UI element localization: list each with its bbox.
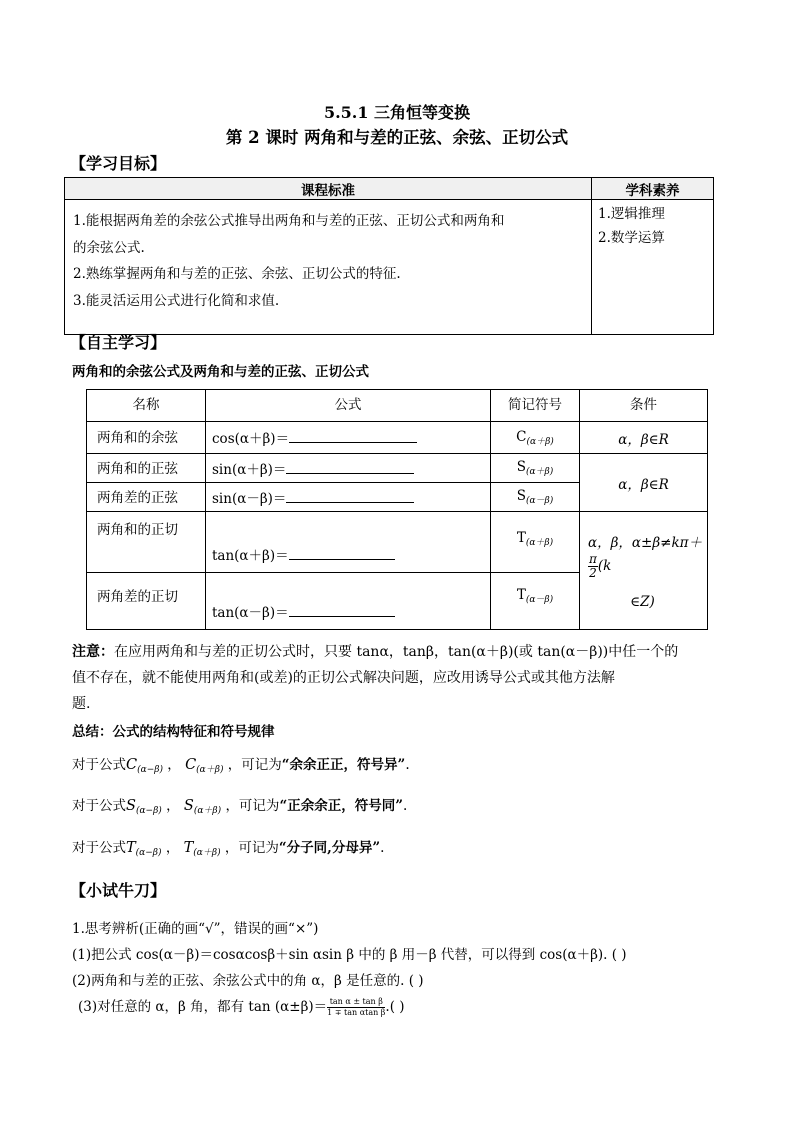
summary-label: 总结：公式的结构特征和符号规律 xyxy=(72,724,275,740)
formula-subscript: (α−β) xyxy=(135,848,162,858)
formula-subscript: (α＋β) xyxy=(196,765,224,775)
symbol-letter: T xyxy=(516,530,526,546)
formula-text: tan(α＋β)＝ xyxy=(212,548,289,564)
summary-item-3: 对于公式$T_{(\alpha-\beta)}$ ， $T_{(\alpha+\beta)}$ ，可记为“分子同,分母异”. xyxy=(72,840,385,858)
self-study-subtitle: 两角和的余弦公式及两角和与差的正弦、正切公式 xyxy=(72,364,369,380)
formula-symbol: C xyxy=(185,757,197,773)
symbol-letter: S xyxy=(516,488,526,504)
pi-num: π xyxy=(589,552,597,566)
summary-end: . xyxy=(405,757,410,773)
row-name-sin-sum: 两角和的正弦 xyxy=(87,454,206,483)
q3-text: (3)对任意的 α，β 角，都有 tan (α±β)＝ xyxy=(78,999,328,1015)
lesson-title: 第 2 课时 两角和与差的正弦、余弦、正切公式 xyxy=(225,128,569,147)
summary-end: . xyxy=(402,798,408,814)
summary-pre: 对于公式 xyxy=(72,840,126,856)
exercise-q1: (1)把公式 cos(α－β)＝cosαcosβ＋sin αsin β 中的 β 用－β 代替，可以得到 cos(α＋β). ( ) xyxy=(72,947,627,963)
summary-item-1: 对于公式$C_{(\alpha-\beta)}$ ， $C_{(\alpha+\beta)}$ ，可记为“余余正正，符号异”. xyxy=(72,757,410,775)
symbol-letter: S xyxy=(516,459,526,475)
formula-symbol: C xyxy=(126,757,138,773)
q3-denominator: 1 ∓ tan αtan β xyxy=(327,1008,386,1017)
q3-fraction xyxy=(327,997,385,1018)
condition-tan-z: ∈Z) xyxy=(630,594,655,610)
goal-line-4: 3.能灵活运用公式进行化简和求值. xyxy=(73,292,280,309)
literacy-1: 1.逻辑推理 xyxy=(598,206,665,222)
row-name-cos-sum: 两角和的余弦 xyxy=(87,422,206,454)
goal-line-1: 1.能根据两角差的余弦公式推导出两角和与差的正弦、正切公式和两角和 xyxy=(73,213,505,229)
condition-tan-text: α，β，α±β≠kπ＋ xyxy=(588,535,703,551)
row-symbol-tan-diff xyxy=(491,573,580,630)
answer-blank xyxy=(289,604,395,617)
row-name-tan-diff: 两角差的正切 xyxy=(87,573,206,630)
row-symbol-sin-diff xyxy=(491,483,580,512)
note-line-1: 在应用两角和与差的正切公式时，只要 tanα，tanβ，tan(α＋β)(或 tan(α－β))中任一个的 xyxy=(114,644,679,660)
lesson-number-title: 5.5.1 三角恒等变换 xyxy=(323,103,471,122)
formula-text: sin(α－β)＝ xyxy=(212,491,287,507)
formula-subscript: (α＋β) xyxy=(193,848,221,858)
row-symbol-tan-sum xyxy=(491,512,580,573)
goals-standard-cell xyxy=(65,200,592,335)
pi-den: 2 xyxy=(589,566,597,580)
formula-subscript: (α−β) xyxy=(137,765,163,775)
formula-symbol: S xyxy=(126,798,136,814)
row-formula-cos-sum xyxy=(206,422,491,454)
formula-symbol: T xyxy=(126,840,136,856)
note-line-2: 值不存在，就不能使用两角和(或差)的正切公式解决问题，应改用诱导公式或其他方法解 xyxy=(72,670,615,686)
goals-header-literacy: 学科素养 xyxy=(592,178,714,200)
answer-blank xyxy=(286,461,414,474)
self-study-heading: 【自主学习】 xyxy=(70,333,167,352)
summary-pre: 对于公式 xyxy=(72,757,126,773)
summary-mnemonic: “余余正正，符号异” xyxy=(281,757,406,773)
summary-mnemonic: “正余余正，符号同” xyxy=(279,798,403,814)
summary-mid: ，可记为 xyxy=(225,798,280,814)
goal-line-3: 2.熟练掌握两角和与差的正弦、余弦、正切公式的特征. xyxy=(73,266,401,282)
formula-table xyxy=(86,389,708,630)
summary-item-2: 对于公式$S_{(\alpha-\beta)}$ ， $S_{(\alpha+\beta)}$ ，可记为“正余余正，符号同”. xyxy=(72,798,408,816)
quick-test-heading: 【小试牛刀】 xyxy=(70,881,167,900)
answer-blank xyxy=(289,430,417,443)
summary-mnemonic: “分子同,分母异” xyxy=(278,840,381,856)
formula-text: cos(α＋β)＝ xyxy=(212,431,290,447)
exercise-q3 xyxy=(72,994,752,1020)
goals-header-standard: 课程标准 xyxy=(65,178,592,200)
pi-over-two xyxy=(588,553,598,580)
col-header-name: 名称 xyxy=(87,390,206,422)
note-label: 注意： xyxy=(72,644,114,660)
formula-text: tan(α－β)＝ xyxy=(212,605,289,621)
condition-tan-k: (k xyxy=(597,558,612,574)
summary-mid: ，可记为 xyxy=(224,840,279,856)
symbol-letter: T xyxy=(516,587,526,603)
row-name-tan-sum: 两角和的正切 xyxy=(87,512,206,573)
formula-subscript: (α＋β) xyxy=(193,806,222,816)
learning-goals-heading: 【学习目标】 xyxy=(70,154,167,173)
condition-tan xyxy=(580,512,708,630)
col-header-condition: 条件 xyxy=(580,390,708,422)
goal-line-2: 的余弦公式. xyxy=(73,239,145,256)
symbol-subscript: (α＋β) xyxy=(525,538,554,548)
q3-answer-paren: .( ) xyxy=(385,999,405,1015)
col-header-symbol: 简记符号 xyxy=(491,390,580,422)
row-formula-tan-diff xyxy=(206,573,491,630)
row-name-sin-diff: 两角差的正弦 xyxy=(87,483,206,512)
formula-symbol: S xyxy=(183,798,194,814)
condition-sin: α，β∈R xyxy=(580,454,708,512)
note-line-3: 题. xyxy=(72,696,91,712)
formula-symbol: T xyxy=(183,840,194,856)
symbol-subscript: (α＋β) xyxy=(526,436,554,447)
exercise-block xyxy=(72,916,752,1020)
answer-blank xyxy=(286,490,414,503)
symbol-subscript: (α－β) xyxy=(525,595,554,605)
col-header-formula: 公式 xyxy=(206,390,491,422)
goals-literacy-cell xyxy=(592,200,714,335)
row-formula-sin-sum xyxy=(206,454,491,483)
formula-text: sin(α＋β)＝ xyxy=(212,462,287,478)
row-symbol-cos-sum xyxy=(491,422,580,454)
answer-blank xyxy=(289,547,395,560)
condition-cos: α，β∈R xyxy=(580,422,708,454)
row-formula-sin-diff xyxy=(206,483,491,512)
row-formula-tan-sum xyxy=(206,512,491,573)
summary-pre: 对于公式 xyxy=(72,798,126,814)
symbol-letter: C xyxy=(516,428,527,445)
exercise-q2: (2)两角和与差的正弦、余弦公式中的角 α，β 是任意的. ( ) xyxy=(72,973,424,989)
exercise-intro: 1.思考辨析(正确的画“√”，错误的画“×”) xyxy=(72,921,319,937)
literacy-2: 2.数学运算 xyxy=(598,230,665,246)
symbol-subscript: (α－β) xyxy=(525,496,554,506)
formula-subscript: (α−β) xyxy=(135,806,162,816)
note-block xyxy=(72,639,732,717)
goals-table xyxy=(64,177,714,335)
summary-end: . xyxy=(380,840,385,856)
symbol-subscript: (α＋β) xyxy=(525,467,554,477)
summary-mid: ，可记为 xyxy=(227,757,282,773)
q3-numerator: tan α ± tan β xyxy=(327,997,385,1008)
row-symbol-sin-sum xyxy=(491,454,580,483)
